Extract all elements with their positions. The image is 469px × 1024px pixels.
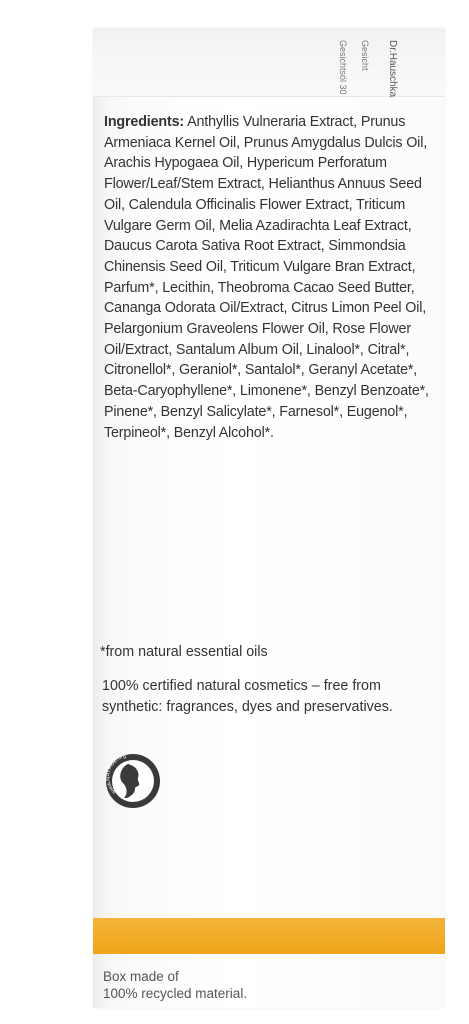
ingredients-heading: Ingredients: [104,114,185,130]
orange-stripe [93,918,445,954]
certified-statement: 100% certified natural cosmetics – free from synthetic: fragrances, dyes and preservatives. [102,678,393,715]
flap-line1: Gesicht [360,40,370,71]
product-box-side [93,28,445,1008]
recycled-line1: Box made of [103,969,179,984]
ingredients-list [104,112,434,443]
recycled-note [103,968,403,1002]
flap-brand: Dr.Hauschka [387,40,398,98]
recycled-line2: 100% recycled material. [103,986,248,1001]
ingredients-note: *from natural essential oils [100,644,268,660]
box-top-flap [93,28,445,97]
natrue-logo-icon [104,752,162,810]
ingredients-text: Anthyllis Vulneraria Extract, Prunus Armeniaca Kernel Oil, Prunus Amygdalus Dulcis Oil, Arachis Hypogaea Oil, Hypericum Perforatum Flower/Leaf/Stem Extract, Helianthus Annuus Seed Oil, Calendula Officinalis Flower Extract, Triticum Vulgare Germ Oil, Melia Azadirachta Leaf Extract, Daucus Carota Sativa Root Extract, Simmondsia Chinensis Seed Oil, Triticum Vulgare Bran Extract, Parfum*, Lecithin, Theobroma Cacao Seed Butter, Cananga Odorata Oil/Extract, Citrus Limon Peel Oil, Pelargonium Graveolens Flower Oil, Rose Flower Oil/Extract, Santalum Album Oil, Linalool*, Citral*, Citronellol*, Geraniol*, Santalol*, Geranyl Acetate*, Beta-Caryophyllene*, Limonene*, Benzyl Benzoate*, Pinene*, Benzyl Salicylate*, Farnesol*, Eugenol*, Terpineol*, Benzyl Alcohol*. [104,114,429,441]
logo-text: www.NATRUE.org [105,752,127,795]
flap-line2: Gesichtsöl 30 [338,40,348,95]
